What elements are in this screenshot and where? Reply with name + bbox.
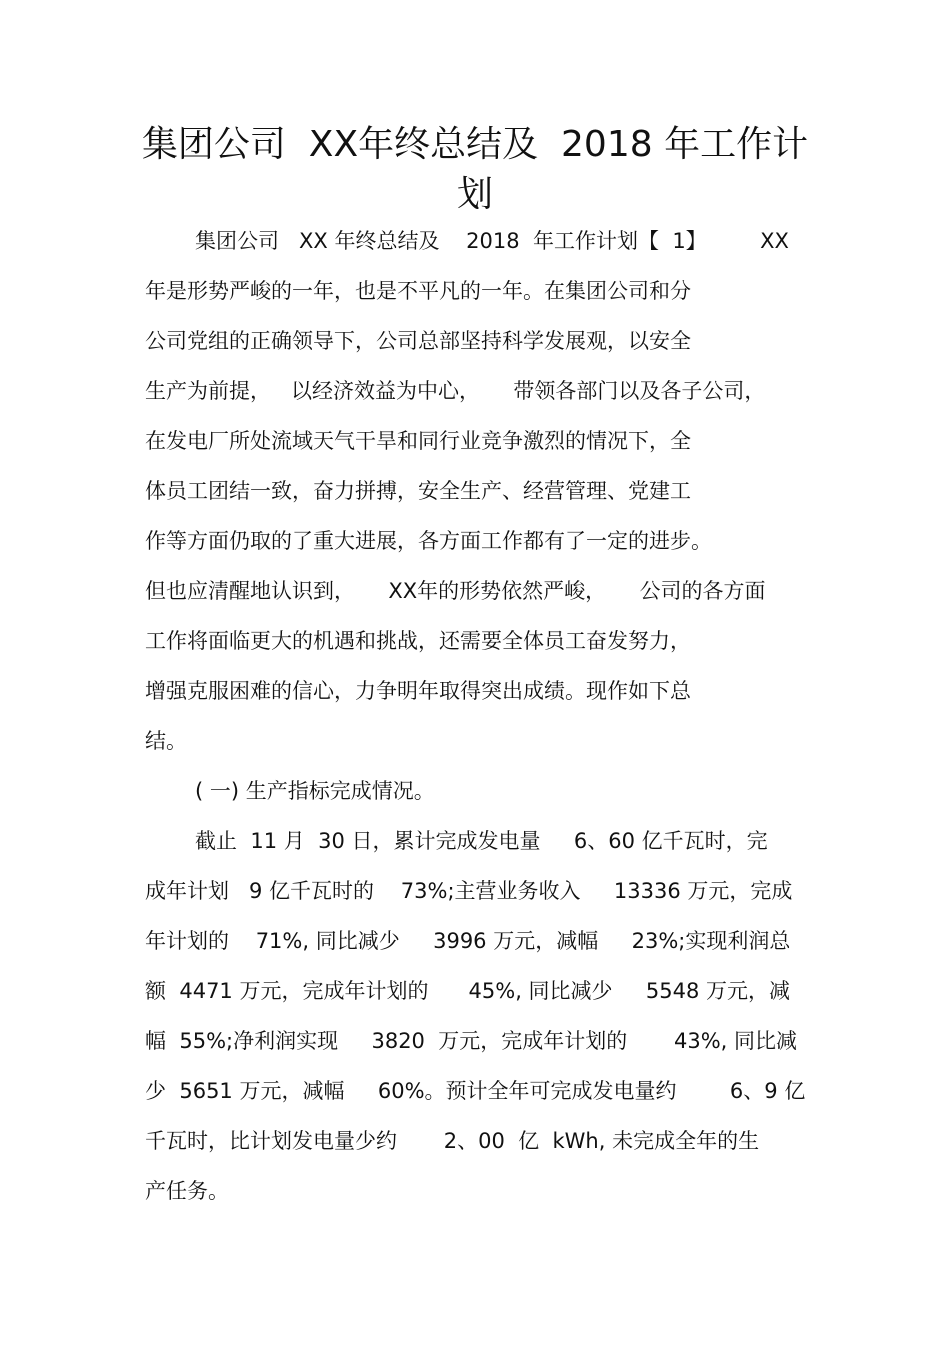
body-line: 工作将面临更大的机遇和挑战，还需要全体员工奋发努力， — [145, 629, 691, 653]
body-line: 增强克服困难的信心，力争明年取得突出成绩。现作如下总 — [145, 679, 691, 703]
body-line: 生产为前提， 以经济效益为中心， 带领各部门以及各子公司， — [145, 379, 766, 403]
body-line: 体员工团结一致，奋力拼搏，安全生产、经营管理、党建工 — [145, 479, 691, 503]
body-line: 产任务。 — [145, 1179, 229, 1203]
section-heading: ( 一) 生产指标完成情况。 — [195, 779, 435, 803]
body-line: 少 5651 万元，减幅 60%。预计全年可完成发电量约 6、9 亿 — [145, 1079, 806, 1103]
document-title-line-1: 集团公司 XX年终总结及 2018 年工作计 — [141, 124, 809, 165]
body-line: 截止 11 月 30 日，累计完成发电量 6、60 亿千瓦时，完 — [195, 829, 768, 853]
document-title-line-2: 划 — [456, 174, 493, 215]
body-line: 在发电厂所处流域天气干旱和同行业竞争激烈的情况下，全 — [145, 429, 691, 453]
body-line: 成年计划 9 亿千瓦时的 73%;主营业务收入 13336 万元，完成 — [145, 879, 793, 903]
body-line: 作等方面仍取的了重大进展，各方面工作都有了一定的进步。 — [145, 529, 712, 553]
body-line: 集团公司 XX 年终总结及 2018 年工作计划【 1】 XX — [195, 229, 789, 253]
body-line: 额 4471 万元，完成年计划的 45%, 同比减少 5548 万元，减 — [145, 979, 791, 1003]
body-line: 但也应清醒地认识到， XX年的形势依然严峻， 公司的各方面 — [145, 579, 766, 603]
body-line: 年计划的 71%, 同比减少 3996 万元，减幅 23%;实现利润总 — [145, 929, 791, 953]
body-line: 公司党组的正确领导下，公司总部坚持科学发展观，以安全 — [145, 329, 691, 353]
body-line: 结。 — [145, 729, 187, 753]
body-line: 幅 55%;净利润实现 3820 万元，完成年计划的 43%, 同比减 — [145, 1029, 798, 1053]
body-line: 千瓦时，比计划发电量少约 2、00 亿 kWh, 未完成全年的生 — [145, 1129, 760, 1153]
body-line: 年是形势严峻的一年，也是不平凡的一年。在集团公司和分 — [145, 279, 691, 303]
